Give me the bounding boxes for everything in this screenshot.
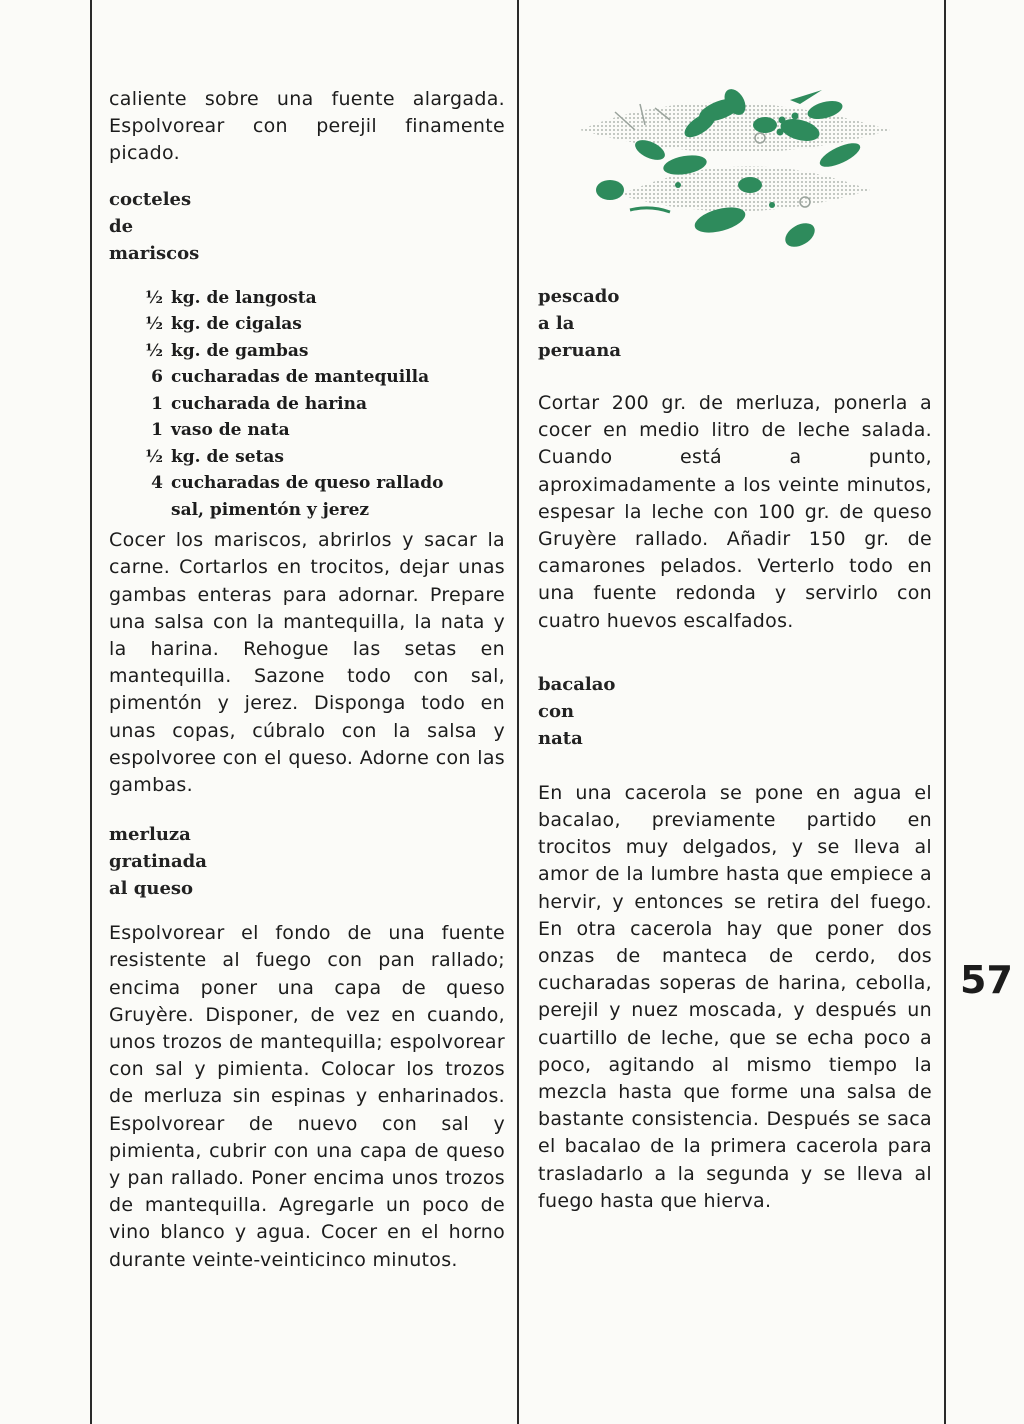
recipe-body-merluza: Espolvorear el fondo de una fuente resistente al fuego con pan rallado; encima poner una capa de queso Gruyère. Disponer, de vez en cuando, unos trozos de mantequilla; espolvorear con sal y pimienta. Colocar los trozos de merluza sin espinas y enharinados. Espolvorear de nuevo con sal y pimienta, cubrir con una capa de queso y pan rallado. Poner encima unos trozos de mantequilla. Agregarle un poco de vino blanco y agua. Cocer en el horno durante veinte-veinticinco minutos.	[109, 922, 505, 1271]
title-line: nata	[538, 727, 583, 749]
title-line: pescado	[538, 286, 620, 307]
ingredient-qty: ½	[145, 446, 163, 467]
title-line: merluza	[109, 824, 191, 846]
left-column	[109, 86, 505, 1274]
title-line: de	[109, 215, 134, 237]
ingredient-qty	[137, 497, 163, 524]
intro-text: caliente sobre una fuente alargada. Espolvorear con perejil finamente picado.	[109, 88, 505, 165]
ingredient-item	[137, 364, 505, 391]
ingredient-text: cucharada de harina	[171, 393, 368, 414]
recipe-title-bacalao	[538, 671, 932, 752]
right-column	[538, 283, 932, 1215]
title-line: peruana	[538, 340, 622, 361]
ingredient-text: kg. de langosta	[171, 287, 317, 308]
recipe-body-cocteles: Cocer los mariscos, abrirlos y sacar la carne. Cortarlos en trocitos, dejar unas gambas enteras para adornar. Prepare una salsa con la mantequilla, la nata y la harina. Rehogue las setas en mantequilla. Sazone todo con sal, pimentón y jerez. Disponga todo en unas copas, cúbralo con la salsa y espolvoree con el queso. Adorne con las gambas.	[109, 529, 505, 796]
ingredient-qty: ½	[145, 287, 163, 308]
ingredient-item	[137, 470, 505, 497]
right-column-rule	[944, 0, 946, 1424]
recipe-title-merluza	[109, 821, 505, 902]
recipe-title-cocteles	[109, 186, 505, 267]
ingredient-text: sal, pimentón y jerez	[171, 499, 370, 520]
title-line: bacalao	[538, 673, 616, 695]
ingredient-text: cucharadas de mantequilla	[171, 367, 430, 388]
decorative-fish-leaves-icon	[560, 80, 905, 260]
recipe-title-pescado	[538, 283, 932, 364]
page-number: 57	[960, 958, 1013, 1002]
title-line: cocteles	[109, 188, 192, 210]
ingredient-text: kg. de setas	[171, 446, 284, 467]
ingredient-item	[137, 285, 505, 312]
center-column-rule	[517, 0, 519, 1424]
title-line: con	[538, 700, 575, 722]
ingredient-qty: 4	[151, 473, 163, 494]
ingredient-item	[137, 497, 505, 524]
ingredient-qty: ½	[145, 340, 163, 361]
ingredient-item	[137, 444, 505, 471]
recipe-body-pescado: Cortar 200 gr. de merluza, ponerla a cocer en medio litro de leche salada. Cuando está a punto, aproximadamente a los veinte minutos, espesar la leche con 100 gr. de queso Gruyère rallado. Añadir 150 gr. de camarones pelados. Verterlo todo en una fuente redonda y servirlo con cuatro huevos escalfados.	[538, 392, 932, 632]
left-column-rule	[90, 0, 92, 1424]
ingredient-item	[137, 417, 505, 444]
ingredient-text: vaso de nata	[171, 420, 290, 441]
ingredient-item	[137, 311, 505, 338]
title-line: a la	[538, 313, 575, 334]
title-line: al queso	[109, 878, 194, 900]
ingredient-item	[137, 391, 505, 418]
ingredient-qty: 1	[151, 420, 163, 441]
ingredient-item	[137, 338, 505, 365]
ingredient-text: kg. de cigalas	[171, 314, 302, 335]
ingredient-qty: ½	[145, 314, 163, 335]
title-line: gratinada	[109, 851, 207, 873]
recipe-body-bacalao: En una cacerola se pone en agua el bacalao, previamente partido en trocitos muy delgados, y se lleva al amor de la lumbre hasta que empiece a hervir, y entonces se retira del fuego. En otra cacerola hay que poner dos onzas de manteca de cerdo, dos cucharadas soperas de harina, cebolla, perejil y nuez moscada, y después un cuartillo de leche, que se echa poco a poco, agitando al mismo tiempo la mezcla hasta que forme una salsa de bastante consistencia. Después se saca el bacalao de la primera cacerola para trasladarlo a la segunda y se lleva al fuego hasta que hierva.	[538, 781, 932, 1212]
ingredient-qty: 6	[151, 367, 163, 388]
ingredient-text: kg. de gambas	[171, 340, 309, 361]
ingredient-text: cucharadas de queso rallado	[171, 473, 444, 494]
ingredient-qty: 1	[151, 393, 163, 414]
ingredient-list	[109, 285, 505, 524]
title-line: mariscos	[109, 242, 200, 264]
